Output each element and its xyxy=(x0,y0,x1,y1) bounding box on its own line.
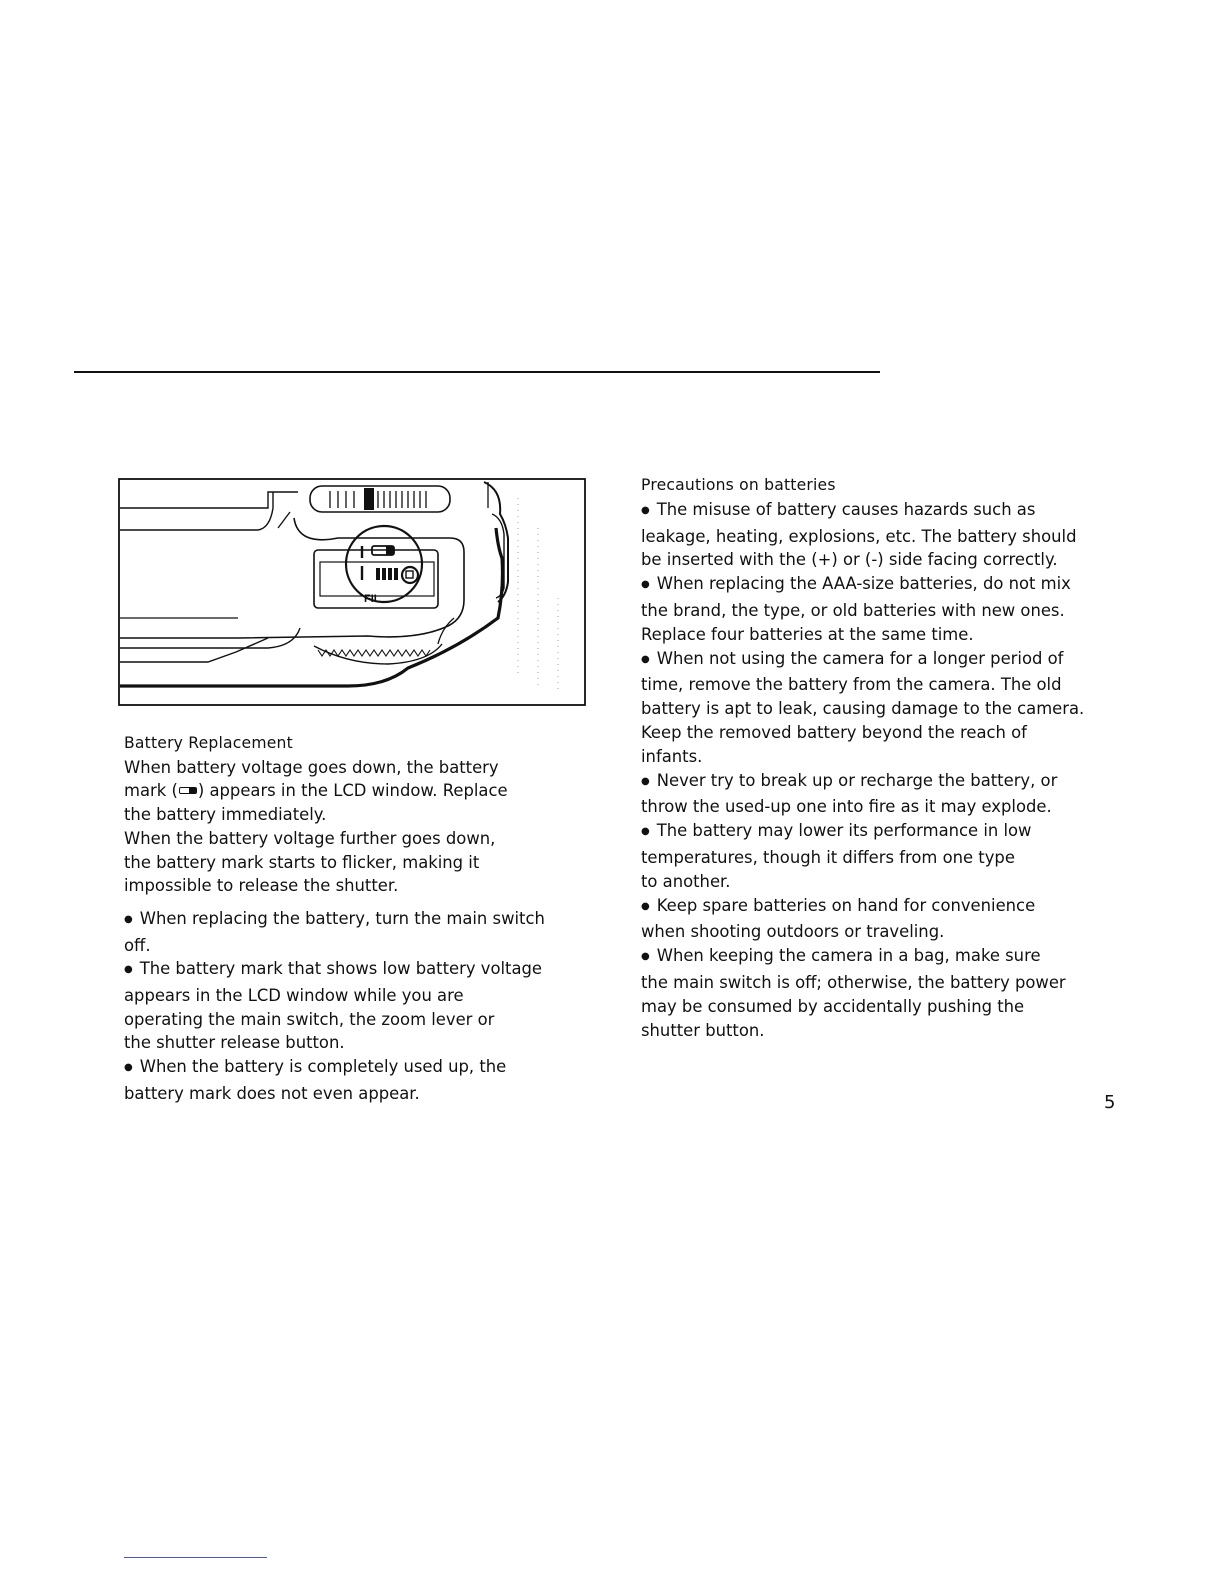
bullet-line: When not using the camera for a longer period of xyxy=(656,648,1064,668)
bullet-line: the brand, the type, or old batteries with new ones. xyxy=(641,600,1065,620)
precaution-bullet xyxy=(641,498,1131,572)
precaution-bullet xyxy=(641,647,1131,769)
bullet-line: The battery may lower its performance in low xyxy=(656,821,1032,841)
precaution-bullet xyxy=(641,572,1131,646)
bullet-line: time, remove the battery from the camera. The old xyxy=(641,675,1062,695)
bullet-line: When the battery is completely used up, the xyxy=(139,1057,507,1077)
bullet-line: Keep spare batteries on hand for convenience xyxy=(656,895,1036,915)
precaution-bullet xyxy=(641,819,1131,893)
bullet-line: When replacing the battery, turn the main switch xyxy=(139,908,545,928)
paragraph-line: ) appears in the LCD window. Replace xyxy=(197,781,508,801)
precaution-bullet xyxy=(641,944,1131,1042)
bottom-rule xyxy=(124,1557,267,1558)
bullet-line: the shutter release button. xyxy=(124,1033,345,1053)
bullet-line: battery is apt to leak, causing damage to the camera. xyxy=(641,699,1085,719)
precaution-bullet xyxy=(641,769,1131,820)
paragraph-line: When battery voltage goes down, the battery xyxy=(124,757,499,777)
page-number: 5 xyxy=(1104,1092,1116,1113)
bullet-line: The misuse of battery causes hazards such as xyxy=(656,499,1036,519)
bullet-line: infants. xyxy=(641,746,703,766)
bullet-line: throw the used-up one into fire as it may explode. xyxy=(641,797,1052,817)
battery-replacement-section xyxy=(124,732,604,1106)
replacement-bullet xyxy=(124,1055,604,1105)
bullet-line: Keep the removed battery beyond the reach of xyxy=(641,722,1027,742)
bullet-line: When keeping the camera in a bag, make sure xyxy=(656,946,1041,966)
top-rule xyxy=(74,371,880,373)
bullet-line: Never try to break up or recharge the battery, or xyxy=(656,770,1058,790)
precaution-bullet xyxy=(641,894,1131,945)
bullet-line: may be consumed by accidentally pushing the xyxy=(641,996,1025,1016)
paragraph-line: the battery immediately. xyxy=(124,805,327,825)
bullet-line: appears in the LCD window while you are xyxy=(124,986,464,1006)
replacement-bullet xyxy=(124,907,604,957)
bullet-line: off. xyxy=(124,935,151,955)
bullet-line: battery mark does not even appear. xyxy=(124,1083,420,1103)
precautions-heading: Precautions on batteries xyxy=(641,476,836,494)
bullet-line: operating the main switch, the zoom lever or xyxy=(124,1009,495,1029)
paragraph-line: When the battery voltage further goes down, xyxy=(124,828,496,848)
camera-illustration xyxy=(118,478,586,706)
bullet-line: be inserted with the (+) or (-) side facing correctly. xyxy=(641,550,1058,570)
bullet-line: When replacing the AAA-size batteries, do not mix xyxy=(656,574,1071,594)
bullet-line: to another. xyxy=(641,871,731,891)
paragraph-line: impossible to release the shutter. xyxy=(124,876,399,896)
bullet-line: The battery mark that shows low battery voltage xyxy=(139,959,542,979)
replacement-bullet xyxy=(124,957,604,1055)
bullet-line: shutter button. xyxy=(641,1020,765,1040)
battery-replacement-paragraph xyxy=(124,756,604,898)
bullet-line: the main switch is off; otherwise, the battery power xyxy=(641,972,1066,992)
precautions-section xyxy=(641,474,1131,1042)
bullet-line: when shooting outdoors or traveling. xyxy=(641,922,945,942)
paragraph-line: mark ( xyxy=(124,781,178,801)
figure-frame xyxy=(119,479,585,705)
bullet-line: Replace four batteries at the same time. xyxy=(641,624,974,644)
paragraph-line: the battery mark starts to flicker, making it xyxy=(124,852,480,872)
battery-replacement-heading: Battery Replacement xyxy=(124,734,293,752)
zoom-lever-icon xyxy=(310,486,450,512)
battery-mark-icon xyxy=(179,787,197,794)
lcd-film-label: FIL xyxy=(364,593,381,605)
bullet-line: temperatures, though it differs from one type xyxy=(641,847,1015,867)
bullet-line: leakage, heating, explosions, etc. The battery should xyxy=(641,526,1077,546)
